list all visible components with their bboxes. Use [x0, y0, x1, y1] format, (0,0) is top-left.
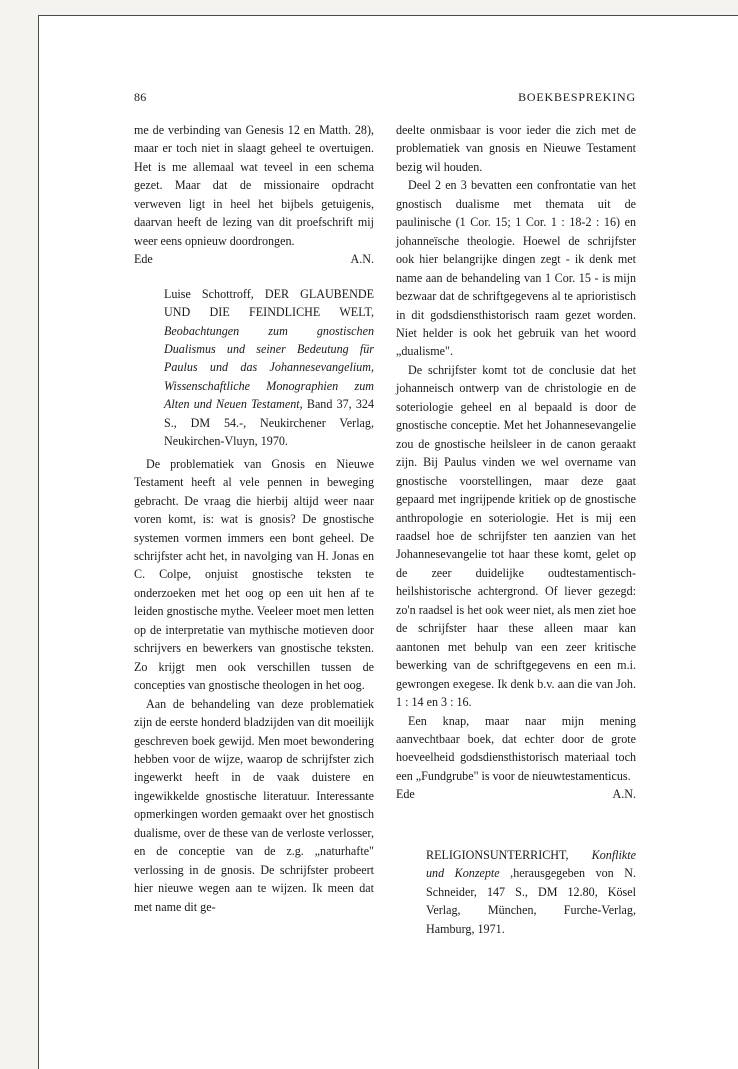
review-paragraph: Deel 2 en 3 bevatten een confrontatie van het gnostisch dualisme met themata uit de paulinische (1 Cor. 15; 1 Cor. 1 : 18-2 : 16) en johanneïsche theologie. Hoewel de schrijfster ook hier belangrijke dingen zegt - ik denk met name aan de behandeling van 1 Cor. 15 - is mijn bezwaar dat de schriftgegevens al te aprioristisch in dit godsdiensthistorisch raam gezet worden. Niet helder is ook het gebruik van het woord „dualisme". [396, 178, 636, 359]
page-number: 86 [134, 90, 147, 104]
book-subtitle: Beobachtungen zum gnostischen Dualismus und seiner Bedeutung für Paulus und das Johannesevangelium, Wissenschaftliche Monographien zum Alten und Neuen Testament, [164, 323, 374, 412]
book-title: DER GLAUBENDE UND DIE FEINDLICHE WELT, [164, 286, 374, 320]
book-details: Band 37, 324 S., DM 54.-, Neukirchener Verlag, Neukirchen-Vluyn, 1970. [164, 397, 374, 449]
review-continuation: deelte onmisbaar is voor ieder die zich met de problematiek van gnosis en Nieuwe Testament bezig wil houden. [396, 123, 636, 174]
review-paragraph: De problematiek van Gnosis en Nieuwe Testament heeft al vele pennen in beweging gebracht. De vraag die hierbij altijd weer naar voren komt, is: wat is gnosis? De gnostische systemen vormen immers een bont geheel. De schrijfster acht het, in navolging van H. Jonas en C. Colpe, onjuist gnostische teksten te onderzoeken met het oog op een uit hen af te leiden gnostische mythe. Veeleer moet men letten op de interpretatie van mythische motieven door schrijvers en bewerkers van gnostische teksten. Zo krijgt men ook verschillen tussen de concepties van gnostische theologen in het oog. [134, 456, 374, 693]
book-subtitle: Konflikte und Konzepte [426, 847, 636, 881]
signature-place: Ede [396, 787, 415, 802]
book-entry-schottroff [134, 285, 374, 451]
running-title: BOEKBESPREKING [518, 90, 636, 104]
signature-initials: A.N. [350, 252, 374, 267]
book-entry-religionsunterricht [396, 846, 636, 938]
book-details: ,herausgegeben von N. Schneider, 147 S., DM 12.80, Kösel Verlag, München, Furche-Verlag, Hamburg, 1971. [426, 866, 636, 936]
review-signature [396, 785, 636, 803]
review-continuation: me de verbinding van Genesis 12 en Matth. 28), maar er toch niet in slaagt geheel te overtuigen. Het is me allemaal wat teveel in een schema gezet. Maar dat de missionaire opdracht verweven ligt in heel het bijbels getuigenis, daarvan heeft de lezing van dit proefschrift mij weer eens opnieuw doordrongen. [134, 123, 374, 248]
book-title: RELIGIONSUNTERRICHT, [426, 847, 592, 862]
signature-place: Ede [134, 252, 153, 267]
left-column [134, 121, 374, 916]
review-paragraph: Aan de behandeling van deze problematiek zijn de eerste honderd bladzijden van dit moeilijk geschreven boek gewijd. Men moet bewondering hebben voor de wijze, waarop de schrijfster zich ingewerkt heeft in de vaak duistere en ingewikkelde gnostische literatuur. Interessante opmerkingen worden gemaakt over het gnostisch dualisme, over de these van de verloste verlosser, en de conceptie van de z.g. „naturhafte" verlossing in de gnosis. De schrijfster probeert hier nieuwe wegen aan te wijzen. Ik meen dat met name dit ge- [134, 696, 374, 914]
signature-initials: A.N. [612, 787, 636, 802]
book-author: Luise Schottroff, [164, 286, 265, 301]
review-signature [134, 250, 374, 268]
right-column [396, 121, 636, 942]
review-paragraph: Een knap, maar naar mijn mening aanvechtbaar boek, dat echter door de grote hoeveelheid godsdiensthistorisch materiaal toch een „Fundgrube" is voor de nieuwtestamenticus. [396, 713, 636, 783]
review-paragraph: De schrijfster komt tot de conclusie dat het johanneisch ontwerp van de christologie en de soteriologie geheel en al bepaald is door de gnostische conceptie. Met het Johannesevangelie zou de gnostische heilsleer in de canon geraakt zijn. Bij Paulus vinden we wel overname van gnostische voorstellingen, maar deze gaat gepaard met ingrijpende kritiek op de gnostische anthropologie en soteriologie. Het is mij een raadsel hoe de schrijfster ten aanzien van het Johannesevangelie tot haar these komt, gelet op de zeer duidelijke oudtestamentisch-heilshistorische achtergrond. Of liever gezegd: zo'n raadsel is het ook weer niet, als men ziet hoe de schrijfster haar these alleen maar kan aantonen met behulp van een zeer kritische bewerking van de schriftgegevens en een m.i. gewrongen exegese. Ik denk b.v. aan die van Joh. 1 : 14 en 3 : 16. [396, 362, 636, 710]
